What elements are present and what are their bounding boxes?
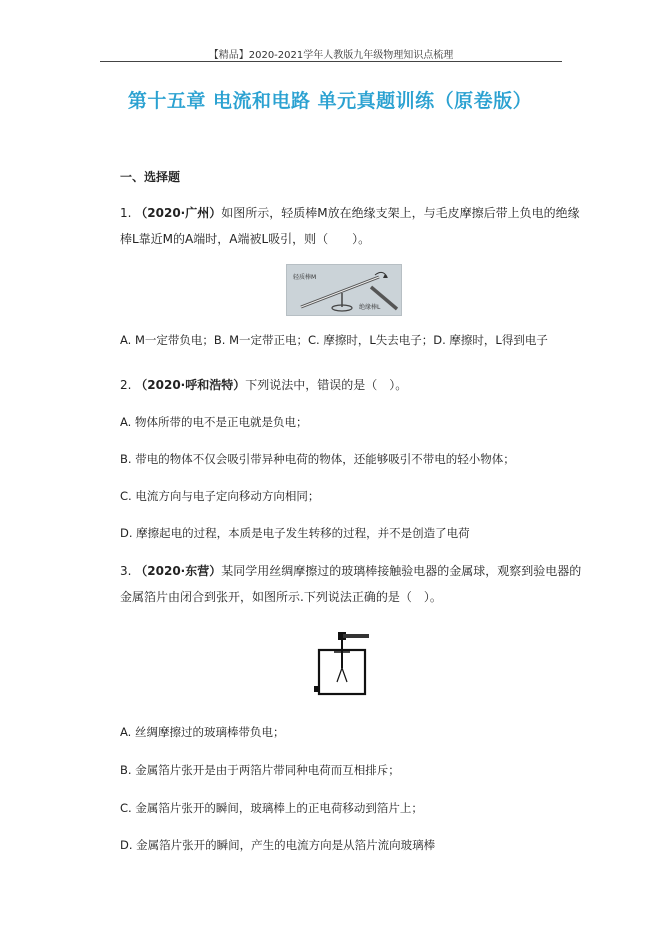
q2-option-a: A. 物体所带的电不是正电就是负电； <box>120 415 308 429</box>
q3-option-d: D. 金属箔片张开的瞬间，产生的电流方向是从箔片流向玻璃棒 <box>120 838 436 852</box>
rod-diagram <box>287 265 401 315</box>
foil-right <box>342 668 347 682</box>
q3-stem-line2: 金属箔片由闭合到张开，如图所示.下列说法正确的是（ ）。 <box>120 590 442 604</box>
q3-option-a: A. 丝绸摩擦过的玻璃棒带负电； <box>120 725 285 739</box>
q3-text-1: 某同学用丝绸摩擦过的玻璃棒接触验电器的金属球，观察到验电器的 <box>221 564 582 578</box>
chapter-title: 第十五章 电流和电路 单元真题训练（原卷版） <box>127 90 533 112</box>
q1-stem-line2: 棒L靠近M的A端时，A端被L吸引，则（ ）。 <box>120 232 371 246</box>
q2-option-b: B. 带电的物体不仅会吸引带异种电荷的物体，还能够吸引不带电的轻小物体； <box>120 452 515 466</box>
q3-figure <box>312 632 372 698</box>
section-heading: 一、选择题 <box>120 170 181 184</box>
page-header: 【精品】2020-2021学年人教版九年级物理知识点梳理 <box>208 50 454 61</box>
glass-rod <box>343 634 369 638</box>
q3-option-b: B. 金属箔片张开是由于两箔片带同种电荷而互相排斥； <box>120 763 400 777</box>
q3-option-c: C. 金属箔片张开的瞬间，玻璃棒上的正电荷移动到箔片上； <box>120 801 423 815</box>
q2-number: 2. <box>120 378 132 392</box>
q1-source: （2020·广州） <box>135 206 222 220</box>
q3-number: 3. <box>120 564 132 578</box>
q2-option-d: D. 摩擦起电的过程，本质是电子发生转移的过程，并不是创造了电荷 <box>120 526 470 540</box>
q2-text: 下列说法中，错误的是（ ）。 <box>245 378 408 392</box>
rod-l-label: 绝缘棒L <box>359 304 381 311</box>
q3-source: （2020·东营） <box>135 564 222 578</box>
q2-source: （2020·呼和浩特） <box>135 378 246 392</box>
q1-text-1: 如图所示，轻质棒M放在绝缘支架上，与毛皮摩擦后带上负电的绝缘 <box>221 206 580 220</box>
q1-options: A. M一定带负电；B. M一定带正电；C. 摩擦时，L失去电子；D. 摩擦时，L得到电子 <box>120 333 548 347</box>
q1-stem-line1 <box>120 205 580 221</box>
q3-stem-line1 <box>120 563 581 579</box>
foil-left <box>337 668 342 682</box>
q1-figure <box>286 264 402 316</box>
q1-number: 1. <box>120 206 132 220</box>
electroscope-diagram <box>312 632 372 698</box>
header-divider <box>100 61 562 62</box>
rod-m-label: 轻质棒M <box>293 274 317 281</box>
q2-stem <box>120 377 407 393</box>
ground-terminal <box>314 686 320 692</box>
q2-option-c: C. 电流方向与电子定向移动方向相同； <box>120 489 320 503</box>
